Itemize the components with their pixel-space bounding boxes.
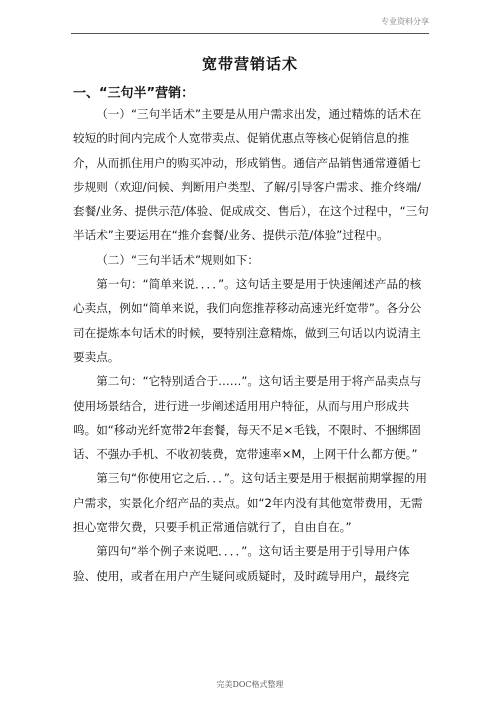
header-divider xyxy=(71,33,429,34)
page-footer-text: 完美DOC格式整理 xyxy=(216,680,284,689)
section-heading: 一、“三句半”营销： xyxy=(73,86,195,101)
document-title: 宽带营销话术 xyxy=(201,55,298,73)
page-header-text: 专业资料分享 xyxy=(381,17,429,26)
paragraph-sentence-3: 第三句“你使用它之后．．．”。这句话主要是用于根据前期掌握的用户需求，实景化介绍产品的卖点。如“2年内没有其他宽带费用，无需担心宽带欠费，只要手机正常通信就行了，自由自在。” xyxy=(73,471,428,535)
document-body xyxy=(73,102,430,588)
paragraph-sentence-2: 第二句：“它特别适合于……”。这句话主要是用于将产品卖点与使用场景结合，进行进一步阐述适用用户特征，从而与用户形成共鸣。如“移动光纤宽带2年套餐，每天不足×毛钱，不限时、不捆绑固话、不强办手机、不收初装费，宽带速率×M，上网干什么都方便。” xyxy=(73,374,422,462)
paragraph-sentence-1: 第一句：“简单来说．．．．”。这句话主要是用于快速阐述产品的核心卖点，例如“简单来说，我们向您推荐移动高速光纤宽带”。各分公司在提炼本句话术的时候，要特别注意精炼，做到三句话以内说清主要卖点。 xyxy=(73,277,422,364)
paragraph-sentence-4: 第四句“举个例子来说吧．．．．”。这句话主要是用于引导用户体验、使用，或者在用户产生疑问或质疑时，及时疏导用户，最终完 xyxy=(73,544,410,583)
paragraph-rules-heading: （二）“三句半话术”规则如下： xyxy=(96,252,259,267)
paragraph-intro: （一）“三句半话术”主要是从用户需求出发，通过精炼的话术在较短的时间内完成个人宽带卖点、促销优惠点等核心促销信息的推介，从而抓住用户的购买冲动，形成销售。通信产品销售通常遵循七步规则（欢迎/问候、判断用户类型、了解/引导客户需求、推介终端/套餐/业务、提供示范/体验、促成成交、售后），在这个过程中，“三句半话术”主要运用在“推介套餐/业务、提供示范/体验”过程中。 xyxy=(73,107,429,243)
